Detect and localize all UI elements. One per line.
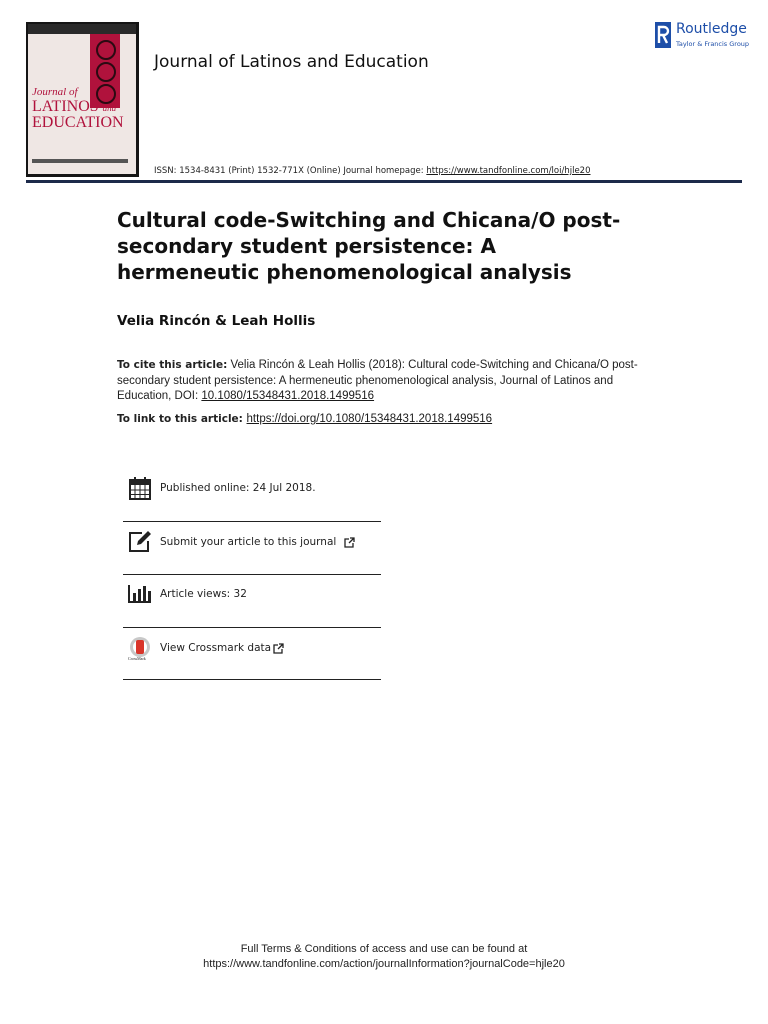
issn-line	[154, 166, 591, 176]
submit-article-text: Submit your article to this journal	[160, 536, 337, 548]
terms-footer-url[interactable]: https://www.tandfonline.com/action/journalInformation?journalCode=hjle20	[203, 958, 565, 970]
calendar-icon	[127, 476, 153, 502]
info-divider	[123, 679, 381, 680]
external-link-icon	[344, 537, 355, 548]
issn-text: ISSN: 1534-8431 (Print) 1532-771X (Online) Journal homepage:	[154, 166, 427, 176]
article-doi-url-link[interactable]: https://doi.org/10.1080/15348431.2018.1499516	[246, 413, 493, 425]
publisher-subtitle: Taylor & Francis Group	[676, 40, 750, 48]
cover-art-ring	[96, 40, 116, 60]
cover-page	[28, 24, 136, 174]
citation-block	[117, 358, 657, 405]
article-link-line	[117, 413, 492, 425]
cover-title-latinos: LATINOS	[32, 97, 99, 115]
cover-title-and: and	[102, 102, 117, 113]
terms-footer-line1: Full Terms & Conditions of access and use can be found at	[240, 943, 528, 955]
doi-link[interactable]: 10.1080/15348431.2018.1499516	[201, 390, 375, 402]
info-divider	[123, 574, 381, 575]
journal-cover	[26, 22, 139, 177]
bar-chart-icon	[127, 582, 153, 608]
cover-title	[32, 87, 136, 132]
cover-footer-band	[32, 159, 128, 163]
cover-title-line2	[32, 99, 136, 116]
article-views-text: Article views: 32	[160, 588, 247, 600]
journal-homepage-link[interactable]: https://www.tandfonline.com/loi/hjle20	[426, 166, 591, 176]
cover-top-band	[28, 24, 136, 34]
crossmark-logo-label: CrossMark	[128, 656, 146, 661]
link-label: To link to this article:	[117, 413, 247, 425]
submit-article-link[interactable]	[160, 536, 355, 548]
external-link-icon	[273, 643, 284, 654]
crossmark-row[interactable]	[123, 636, 381, 689]
info-divider	[123, 521, 381, 522]
cite-label: To cite this article:	[117, 359, 228, 371]
crossmark-text: View Crossmark data	[160, 642, 272, 654]
cover-art-ring	[96, 62, 116, 82]
crossmark-link[interactable]	[160, 642, 284, 654]
routledge-logo-icon	[655, 22, 671, 48]
info-divider	[123, 627, 381, 628]
cover-title-line3: EDUCATION	[32, 114, 124, 132]
header-divider	[26, 180, 742, 183]
publisher-name: Routledge	[676, 21, 747, 37]
article-title: Cultural code-Switching and Chicana/O post-secondary student persistence: A hermeneutic phenomenological analysis	[117, 208, 621, 284]
edit-icon	[127, 529, 153, 555]
article-authors: Velia Rincón & Leah Hollis	[117, 313, 316, 329]
terms-footer	[0, 942, 768, 972]
journal-name: Journal of Latinos and Education	[154, 52, 429, 72]
published-online-text: Published online: 24 Jul 2018.	[160, 482, 316, 494]
cover-title-line1: Journal of	[32, 86, 78, 98]
cite-text: Velia Rincón & Leah Hollis (2018): Cultural code-Switching and Chicana/O post-secondary student persistence: A hermeneutic phenomenological analysis, Journal of Latinos and Education, DOI:	[117, 359, 638, 402]
